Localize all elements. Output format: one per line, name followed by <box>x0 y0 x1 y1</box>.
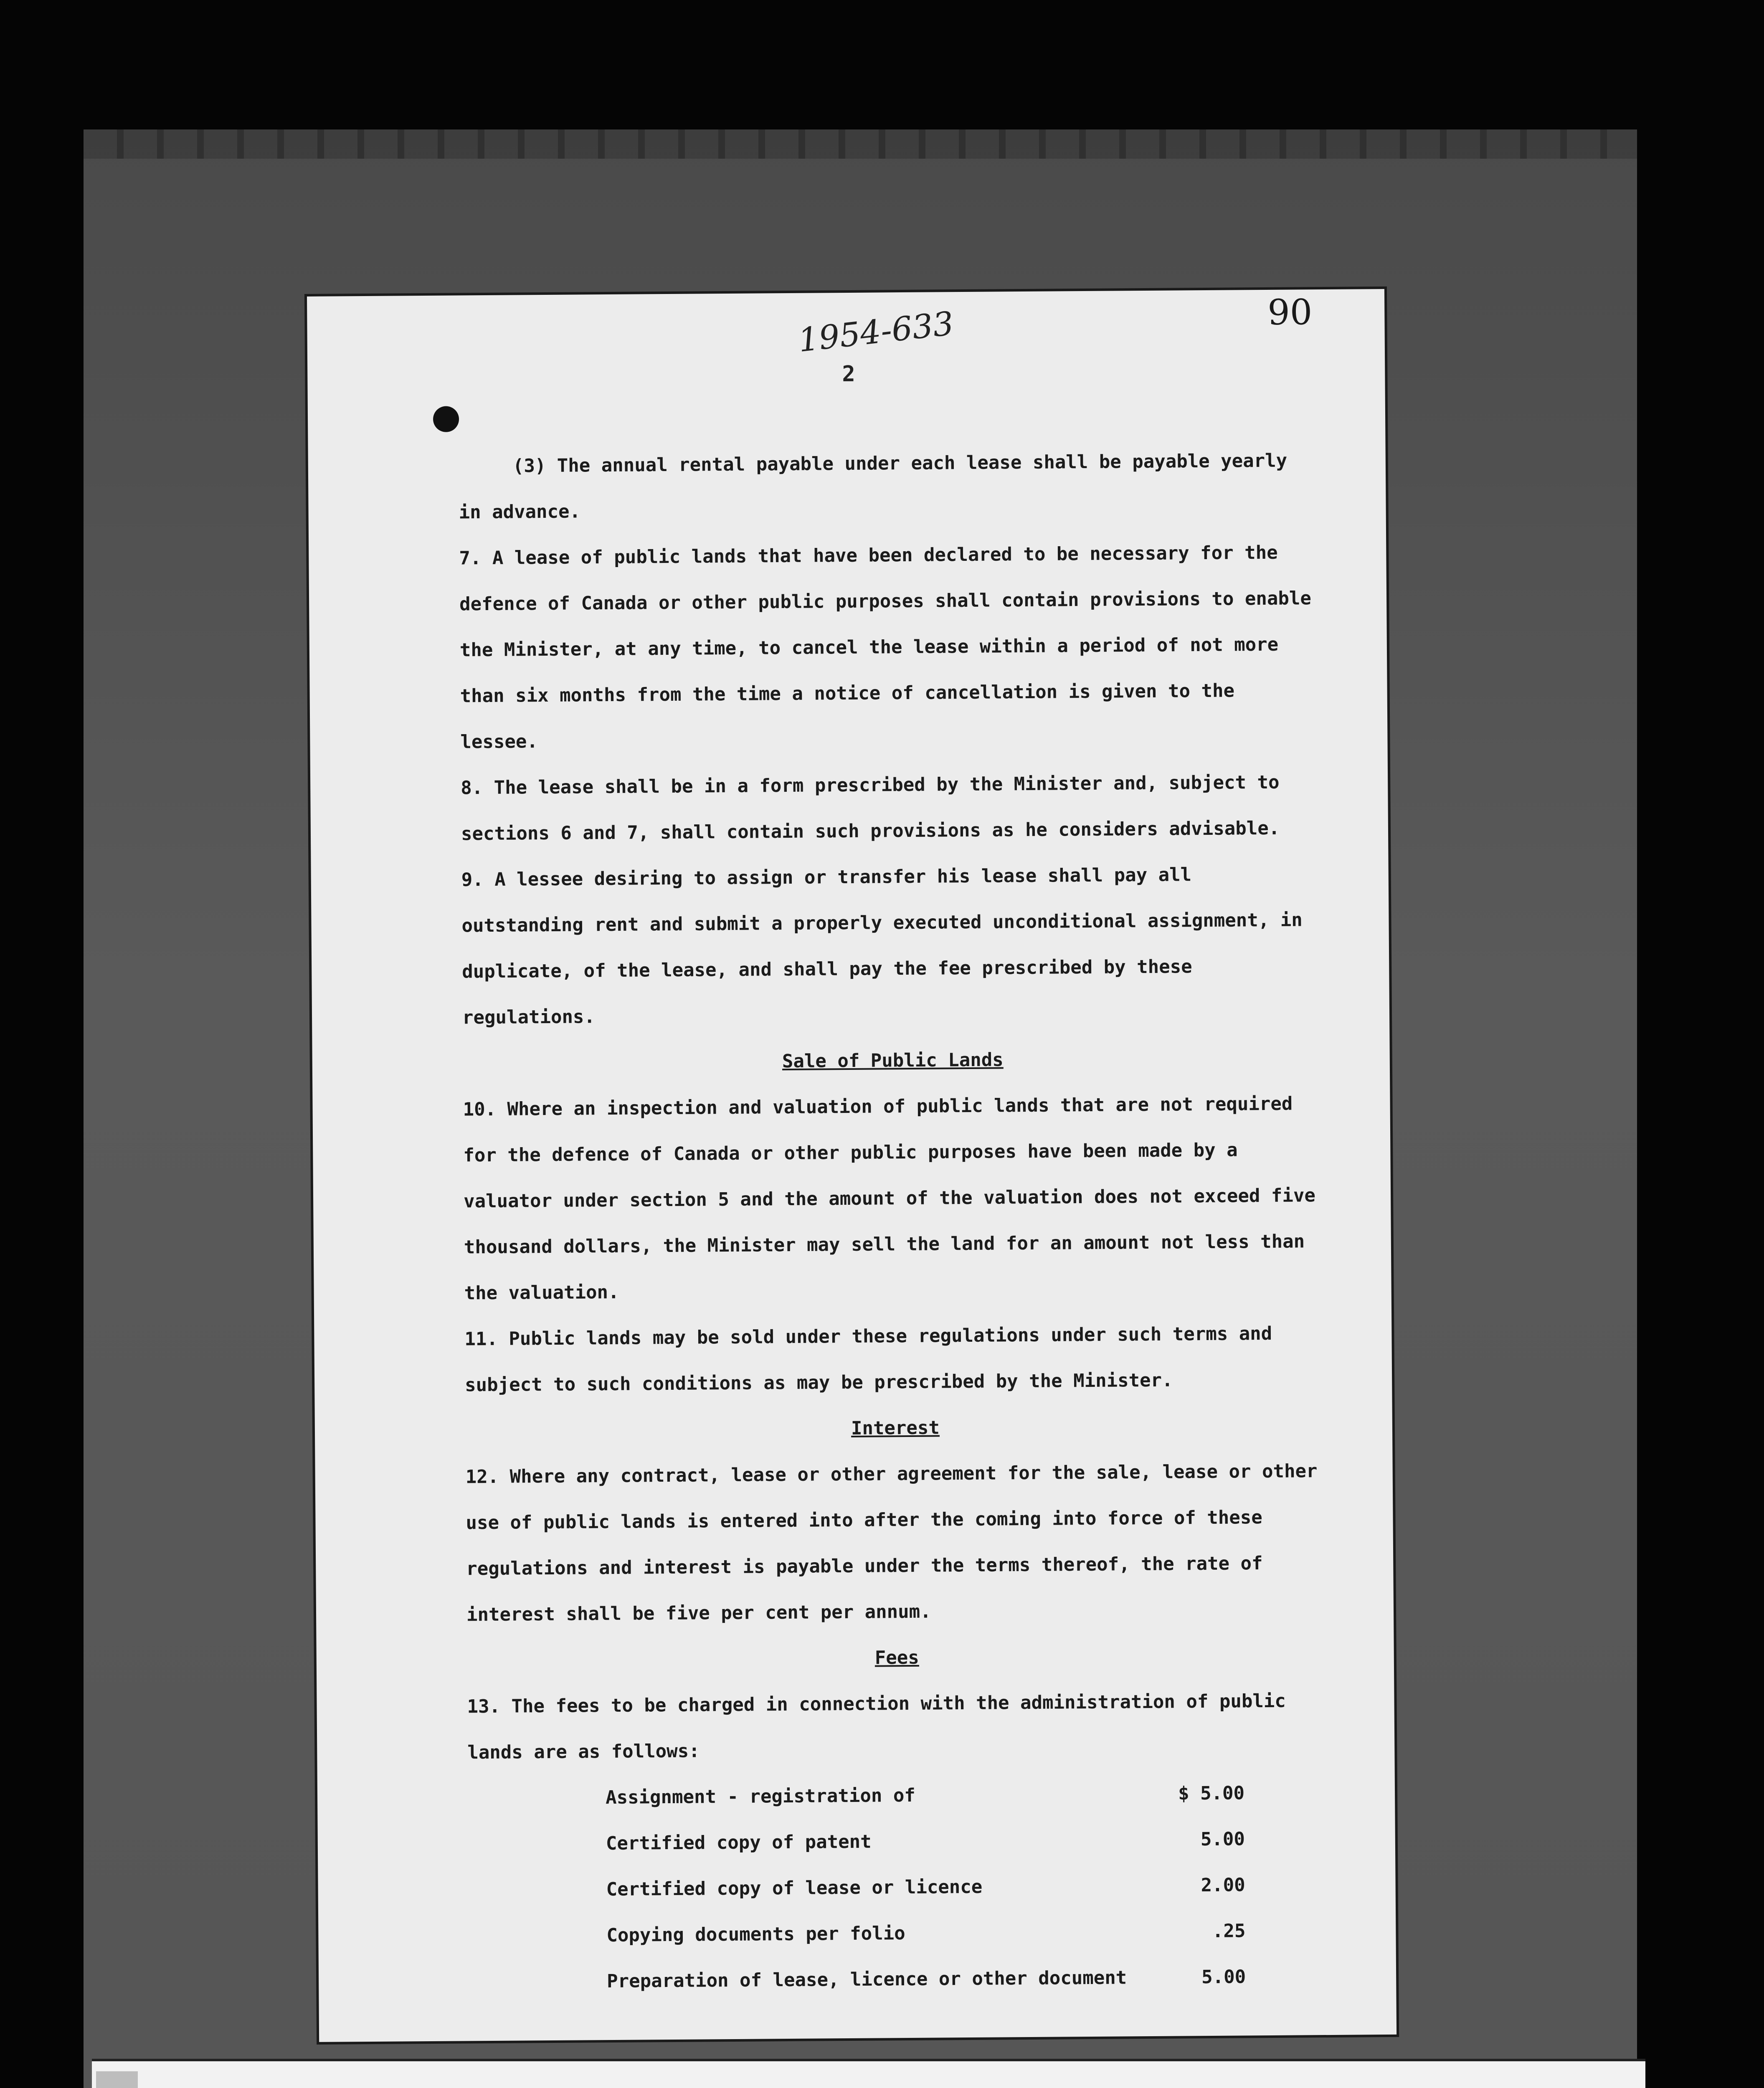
fee-item: Assignment - registration of <box>605 1784 916 1809</box>
heading-sale-of-public-lands: Sale of Public Lands <box>782 1049 1004 1072</box>
fee-item: Certified copy of lease or licence <box>606 1876 983 1900</box>
fee-row <box>607 1954 1246 2004</box>
handwritten-reference: 1954-633 <box>796 304 956 360</box>
scanner-band <box>92 2059 1645 2088</box>
scanner-band-stub <box>96 2071 138 2088</box>
fee-amount: .25 <box>1212 1920 1246 1942</box>
paragraph-10: 10. Where an inspection and valuation of public lands that are not required for the defence of Canada or other public purposes have been made by a valuator under section 5 and the amount of the valuation does not exceed five thousand dollars, the Minister may sell the land for an amount not less than the valuation. <box>463 1093 1316 1304</box>
fee-item: Preparation of lease, licence or other document <box>607 1967 1127 1992</box>
fee-row <box>606 1862 1245 1913</box>
fee-amount: 5.00 <box>1200 1828 1245 1850</box>
document-page <box>307 289 1396 2042</box>
page-number: 2 <box>842 361 855 387</box>
paragraph-6-3: (3) The annual rental payable under each lease shall be payable yearly in advance. <box>459 450 1288 523</box>
paragraph-11: 11. Public lands may be sold under these regulations under such terms and subject to such conditions as may be prescribed by the Minister. <box>464 1323 1272 1396</box>
paragraph-9: 9. A lessee desiring to assign or transfer his lease shall pay all outstanding rent and submit a properly executed unconditional assignment, in duplicate, of the lease, and shall pay the fee prescribed by these regulations. <box>461 864 1303 1029</box>
folio-number: 90 <box>1267 291 1313 333</box>
fee-row <box>606 1770 1245 1821</box>
fee-item: Certified copy of patent <box>606 1831 872 1855</box>
fee-amount: 2.00 <box>1201 1874 1245 1896</box>
paragraph-13: 13. The fees to be charged in connection with the administration of public lands are as follows: <box>467 1690 1286 1764</box>
fee-amount: $ 5.00 <box>1178 1782 1245 1804</box>
fee-row <box>606 1908 1246 1959</box>
punch-hole <box>433 406 459 432</box>
fee-amount: 5.00 <box>1201 1966 1246 1988</box>
fee-item: Copying documents per folio <box>606 1923 905 1946</box>
paragraph-8: 8. The lease shall be in a form prescribed by the Minister and, subject to sections 6 and 7, shall contain such provisions as he considers advisable. <box>461 771 1280 845</box>
document-body <box>458 438 1329 2005</box>
heading-interest: Interest <box>851 1417 940 1439</box>
paragraph-12: 12. Where any contract, lease or other agreement for the sale, lease or other use of public lands is entered into after the coming into force of these regulations and interest is payable under the terms thereof, the rate of interest shall be five per cent per annum. <box>465 1460 1318 1626</box>
heading-fees: Fees <box>874 1647 919 1669</box>
fees-table <box>606 1770 1246 2004</box>
paragraph-7: 7. A lease of public lands that have been declared to be necessary for the defence of Canada or other public purposes shall contain provisions to enable the Minister, at any time, to cancel the lease within a period of not more than six months from the time a notice of cancellation is given to the lessee. <box>459 542 1312 753</box>
film-strip-top <box>84 129 1637 159</box>
fee-row <box>606 1816 1245 1867</box>
